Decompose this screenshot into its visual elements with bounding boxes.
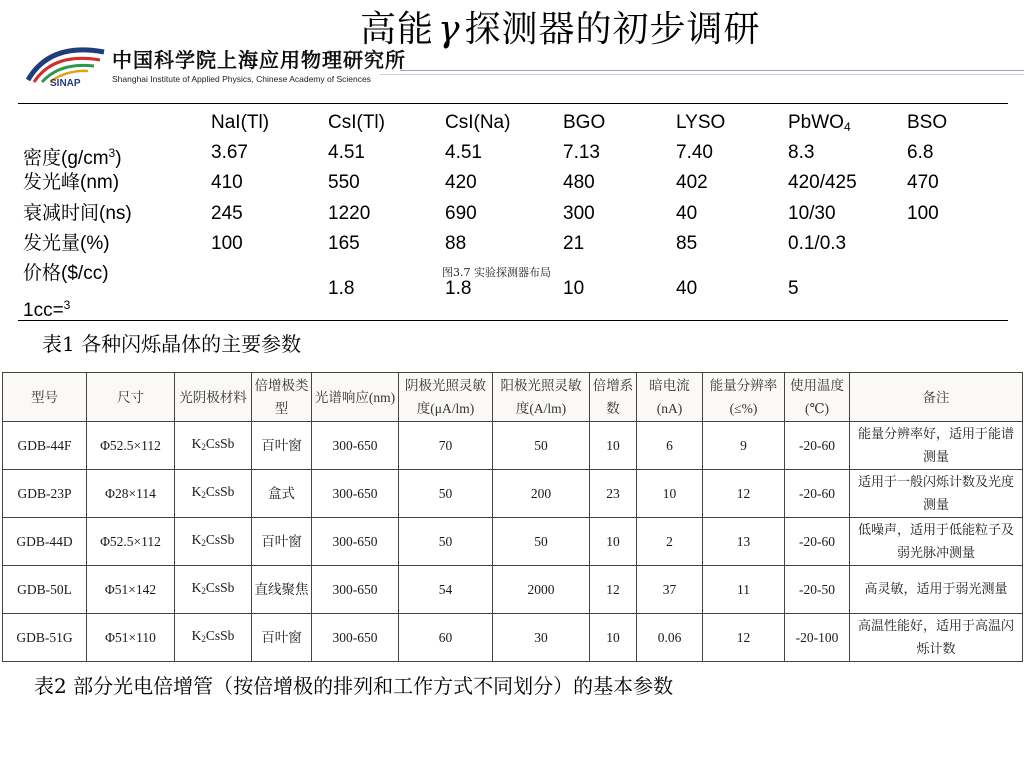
logo-acronym: SINAP [50,78,81,89]
pmt-cell: 0.06 [637,614,703,662]
table1-bottom-rule [18,320,1008,321]
pmt-cell: Φ51×142 [87,566,175,614]
table-row [3,470,1023,518]
institute-logo [20,40,406,90]
pmt-note-cell: 高温性能好，适用于高温闪烁计数 [850,614,1023,662]
table1-cell: 1.8 [445,278,472,299]
pmt-cell: $K_2CsSb$ [175,422,252,470]
pmt-cell: $K_2CsSb$ [175,566,252,614]
pmt-col-header: 阳极光照灵敏度(A/lm) [493,373,590,422]
title-suffix: 探测器的初步调研 [464,9,761,50]
title-gamma: γ [438,9,461,50]
table1-cell: 550 [328,172,360,193]
table1-cell: 21 [563,233,585,254]
pmt-cell: 6 [637,422,703,470]
table1-cell: 100 [907,203,939,224]
header-divider-secondary [380,74,1024,75]
table1-row-label-light-yield: 发光量(%) [23,233,110,254]
pmt-cell: -20-100 [785,614,850,662]
table2-caption: 表2 部分光电倍增管（按倍增极的排列和工作方式不同划分）的基本参数 [34,674,674,698]
pmt-cell: 盒式 [252,470,312,518]
pmt-cell: $K_2CsSb$ [175,518,252,566]
table1-cell: 40 [676,203,698,224]
table1-cell: 0.1/0.3 [788,233,847,254]
pmt-cell: 200 [493,470,590,518]
pmt-cell: Φ28×114 [87,470,175,518]
table1-row-label-emission-peak: 发光峰(nm) [23,172,120,193]
table1-cell: 10/30 [788,203,836,224]
pmt-cell: 300-650 [312,422,399,470]
pmt-cell: 2000 [493,566,590,614]
pmt-cell: 30 [493,614,590,662]
table1-col-header: BSO [907,112,948,133]
table1-cell: 3.67 [211,142,248,163]
table1-cell: 4.51 [445,142,482,163]
table1-cell: 165 [328,233,360,254]
pmt-cell: -20-60 [785,422,850,470]
logo-english-name: Shanghai Institute of Applied Physics, Chinese Academy of Sciences [112,74,371,84]
table1-row-label-decay-time: 衰减时间(ns) [23,203,132,224]
pmt-cell: 2 [637,518,703,566]
pmt-cell: 300-650 [312,518,399,566]
table1-cell: 85 [676,233,698,254]
table1-col-header: LYSO [676,112,726,133]
pmt-col-header: 阴极光照灵敏度(μA/lm) [399,373,493,422]
table1-cell: 6.8 [907,142,934,163]
table1-col-header: CsI(Na) [445,112,511,133]
table1-cell: 420 [445,172,477,193]
pmt-col-header: 倍增极类型 [252,373,312,422]
pmt-note-cell: 适用于一般闪烁计数及光度测量 [850,470,1023,518]
pmt-cell: 50 [399,470,493,518]
pmt-model-cell: GDB-44D [3,518,87,566]
pmt-col-header: 备注 [850,373,1023,422]
table1-cell: 100 [211,233,243,254]
pmt-cell: $K_2CsSb$ [175,470,252,518]
pmt-cell: 百叶窗 [252,422,312,470]
pmt-note-cell: 低噪声，适用于低能粒子及弱光脉冲测量 [850,518,1023,566]
table1-row-label-price: 价格($/cc) [23,263,109,284]
table1-cell: 1.8 [328,278,355,299]
pmt-cell: 300-650 [312,566,399,614]
table1-cell: 245 [211,203,243,224]
table1-col-header: CsI(Tl) [328,112,385,133]
pmt-col-header: 能量分辨率(≤%) [703,373,785,422]
slide-title [360,4,1020,56]
pmt-col-header: 暗电流(nA) [637,373,703,422]
pmt-note-cell: 高灵敏，适用于弱光测量 [850,566,1023,614]
pmt-cell: 12 [590,566,637,614]
table1-cell: 420/425 [788,172,857,193]
pmt-cell: 10 [590,422,637,470]
pmt-cell: 直线聚焦 [252,566,312,614]
pmt-cell: 50 [493,518,590,566]
table1-cell: 480 [563,172,595,193]
table1-cell: 40 [676,278,698,299]
pmt-cell: 60 [399,614,493,662]
pmt-cell: 13 [703,518,785,566]
table1-cell: 7.40 [676,142,713,163]
pmt-cell: -20-50 [785,566,850,614]
pmt-cell: 12 [703,470,785,518]
table1-cell: 88 [445,233,467,254]
pmt-cell: 50 [399,518,493,566]
table-row [3,614,1023,662]
table1-row-label-price-note: 1cc=$^3$ [23,298,71,321]
pmt-table-header-row [3,373,1023,422]
pmt-cell: 9 [703,422,785,470]
pmt-cell: Φ52.5×112 [87,518,175,566]
pmt-cell: 54 [399,566,493,614]
pmt-note-cell: 能量分辨率好，适用于能谱测量 [850,422,1023,470]
pmt-table [2,372,1023,662]
pmt-cell: Φ51×110 [87,614,175,662]
pmt-cell: 12 [703,614,785,662]
table1-top-rule [18,103,1008,104]
logo-chinese-name: 中国科学院上海应用物理研究所 [112,48,406,72]
pmt-cell: 300-650 [312,614,399,662]
header-divider [400,70,1024,71]
pmt-cell: Φ52.5×112 [87,422,175,470]
pmt-cell: 10 [590,518,637,566]
table-row [3,566,1023,614]
table1-cell: 690 [445,203,477,224]
pmt-col-header: 使用温度(℃) [785,373,850,422]
pmt-col-header: 倍增系数 [590,373,637,422]
table1-col-header: NaI(Tl) [211,112,270,133]
table1-cell: 470 [907,172,939,193]
pmt-cell: 70 [399,422,493,470]
pmt-cell: 10 [590,614,637,662]
pmt-cell: 10 [637,470,703,518]
table1-cell: 10 [563,278,585,299]
pmt-cell: 300-650 [312,470,399,518]
table1-cell: 4.51 [328,142,365,163]
pmt-model-cell: GDB-23P [3,470,87,518]
pmt-model-cell: GDB-50L [3,566,87,614]
table-row [3,518,1023,566]
table-row [3,422,1023,470]
table1-cell: 1220 [328,203,371,224]
pmt-col-header: 尺寸 [87,373,175,422]
title-prefix: 高能 [360,9,435,50]
table1-row-label-density: 密度$(g/cm^3)$ [23,146,122,169]
table1-cell: 7.13 [563,142,600,163]
figure-overlay-caption: 图3.7 实验探测器布局 [442,266,551,279]
pmt-cell: 11 [703,566,785,614]
pmt-model-cell: GDB-44F [3,422,87,470]
pmt-cell: 37 [637,566,703,614]
pmt-col-header: 型号 [3,373,87,422]
pmt-cell: 50 [493,422,590,470]
pmt-col-header: 光谱响应(nm) [312,373,399,422]
pmt-model-cell: GDB-51G [3,614,87,662]
table1-cell: 410 [211,172,243,193]
table1-col-header-pbwo: PbWO$_4$ [788,112,851,134]
table1-cell: 402 [676,172,708,193]
pmt-cell: -20-60 [785,470,850,518]
table1-col-header: BGO [563,112,606,133]
table1-cell: 8.3 [788,142,815,163]
pmt-cell: $K_2CsSb$ [175,614,252,662]
pmt-cell: 百叶窗 [252,518,312,566]
table1-cell: 300 [563,203,595,224]
pmt-cell: 百叶窗 [252,614,312,662]
pmt-cell: 23 [590,470,637,518]
table1-caption: 表1 各种闪烁晶体的主要参数 [42,332,302,356]
table1-cell: 5 [788,278,799,299]
pmt-col-header: 光阴极材料 [175,373,252,422]
pmt-cell: -20-60 [785,518,850,566]
